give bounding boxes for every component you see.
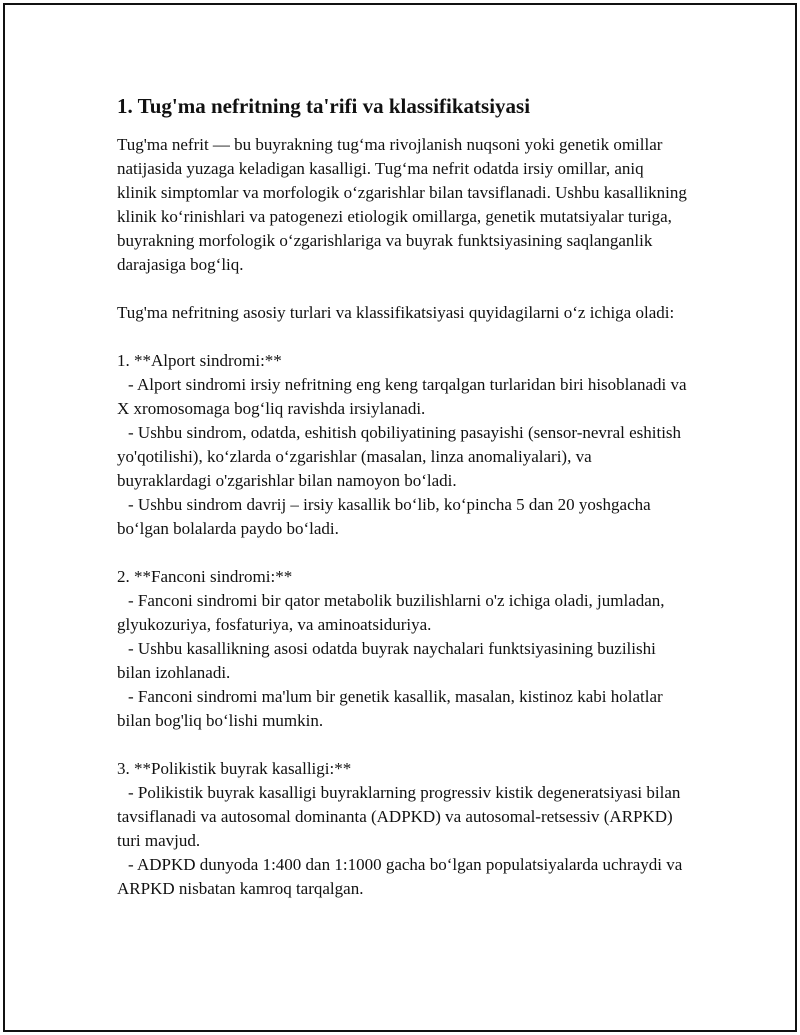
lead-paragraph: Tug'ma nefritning asosiy turlari va klassifikatsiyasi quyidagilarni o‘z ichiga oladi:: [117, 303, 675, 322]
page-title: 1. Tug'ma nefritning ta'rifi va klassifikatsiyasi: [117, 94, 531, 118]
list-item: [117, 373, 687, 421]
list-item-text: - Fanconi sindromi ma'lum bir genetik kasallik, masalan, kistinoz kabi holatlar bilan bog'liq bo‘lishi mumkin.: [117, 687, 663, 730]
list-item: [117, 493, 687, 541]
section-polycystic: [117, 757, 687, 901]
list-item-text: - Ushbu kasallikning asosi odatda buyrak naychalari funktsiyasining buzilishi bilan izohlanadi.: [117, 639, 656, 682]
document-body: [117, 92, 687, 901]
list-item: [117, 421, 687, 493]
list-item-text: - Polikistik buyrak kasalligi buyraklarning progressiv kistik degeneratsiyasi bilan tavsiflanadi va autosomal dominanta (ADPKD) va autosomal-retsessiv (ARPKD) turi mavjud.: [117, 783, 681, 850]
list-item: [117, 685, 687, 733]
intro-paragraph: Tug'ma nefrit — bu buyrakning tug‘ma rivojlanish nuqsoni yoki genetik omillar natijasida yuzaga keladigan kasalligi. Tug‘ma nefrit odatda irsiy omillar, aniq klinik simptomlar va morfologik o‘zgarishlar bilan tavsiflanadi. Ushbu kasallikning klinik ko‘rinishlari va patogenezi etiologik omillarga, genetik mutatsiyalar turiga, buyrakning morfologik o‘zgarishlariga va buyrak funktsiyasining saqlanganlik darajasiga bog‘liq.: [117, 135, 687, 274]
list-item: [117, 853, 687, 901]
list-item: [117, 781, 687, 853]
section-heading: 1. **Alport sindromi:**: [117, 351, 282, 370]
list-item-text: - Ushbu sindrom davrij – irsiy kasallik bo‘lib, ko‘pincha 5 dan 20 yoshgacha bo‘lgan bolalarda paydo bo‘ladi.: [117, 495, 651, 538]
section-heading: 3. **Polikistik buyrak kasalligi:**: [117, 759, 352, 778]
list-item: [117, 589, 687, 637]
list-item-text: - Ushbu sindrom, odatda, eshitish qobiliyatining pasayishi (sensor-nevral eshitish yo'qotilishi), ko‘zlarda o‘zgarishlar (masalan, linza anomaliyalari), va buyraklardagi o'zgarishlar bilan namoyon bo‘ladi.: [117, 423, 682, 490]
section-alport: [117, 349, 687, 541]
list-item-text: - Fanconi sindromi bir qator metabolik buzilishlarni o'z ichiga oladi, jumladan, glyukozuriya, fosfaturiya, va aminoatsiduriya.: [117, 591, 665, 634]
section-heading: 2. **Fanconi sindromi:**: [117, 567, 293, 586]
list-item: [117, 637, 687, 685]
list-item-text: - ADPKD dunyoda 1:400 dan 1:1000 gacha bo‘lgan populatsiyalarda uchraydi va ARPKD nisbatan kamroq tarqalgan.: [117, 855, 683, 898]
section-fanconi: [117, 565, 687, 733]
list-item-text: - Alport sindromi irsiy nefritning eng keng tarqalgan turlaridan biri hisoblanadi va X xromosomaga bog‘liq ravishda irsiylanadi.: [117, 375, 687, 418]
